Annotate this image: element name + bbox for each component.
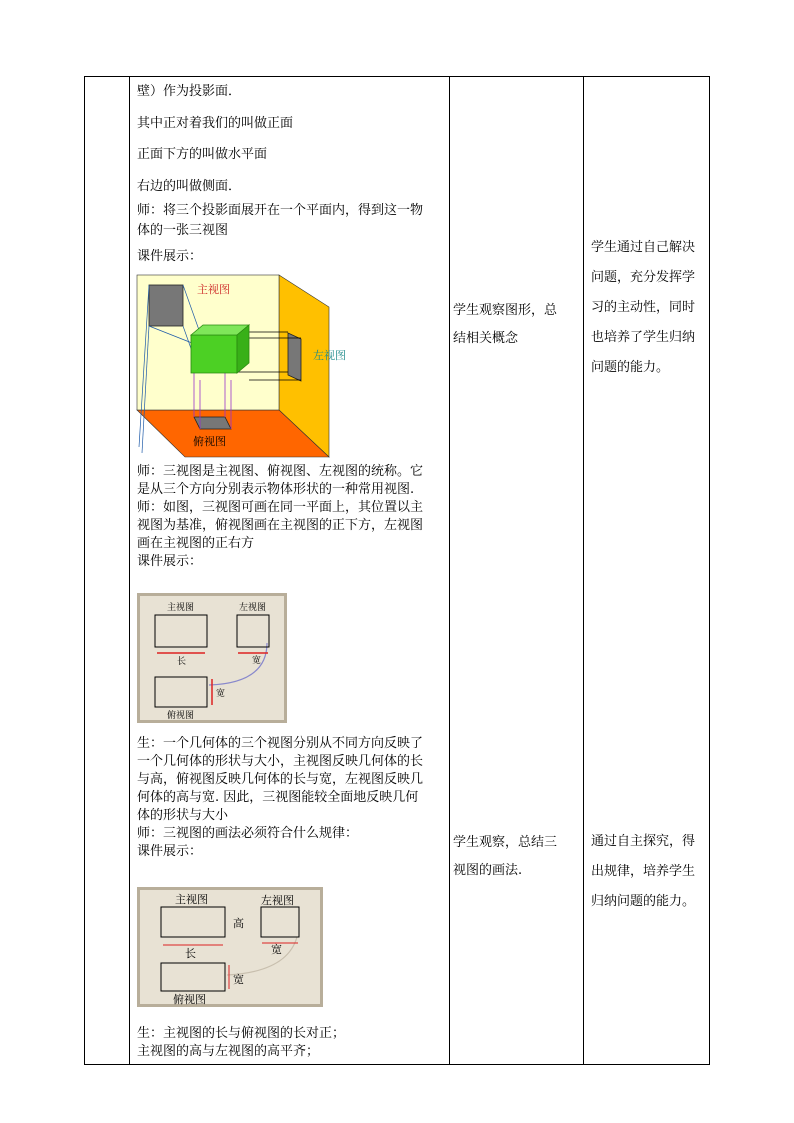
text-line: 其中正对着我们的叫做正面 (137, 116, 294, 131)
text-line: 视图的画法. (453, 863, 523, 878)
text-line: 通过自主探究，得 (591, 834, 696, 849)
column-divider (129, 77, 130, 1064)
top-view-label: 俯视图 (167, 711, 195, 721)
text-line: 出规律，培养学生 (591, 864, 696, 879)
projection-box-figure (137, 275, 346, 457)
front-view-label: 主视图 (197, 283, 230, 296)
height-label: 高 (233, 917, 244, 930)
text-line: 师：如图，三视图可画在同一平面上，其位置以主 (137, 500, 424, 515)
lesson-table (84, 76, 710, 1065)
text-line: 壁）作为投影面． (137, 84, 242, 99)
text-line: 问题的能力。 (591, 360, 670, 375)
left-view-label: 左视图 (239, 603, 267, 613)
column-divider (583, 77, 584, 1064)
text-line: 生：主视图的长与俯视图的长对正； (137, 1026, 346, 1041)
width-label: 宽 (252, 656, 262, 666)
left-view-label: 左视图 (261, 894, 294, 907)
teaching-process-column (137, 77, 447, 1064)
text-line: 与高，俯视图反映几何体的长与宽，左视图反映几 (137, 772, 424, 787)
text-line: 课件展示： (137, 249, 203, 264)
text-line: 课件展示： (137, 844, 203, 859)
design-intent-block (591, 233, 705, 383)
text-line: 学生通过自己解决 (591, 240, 696, 255)
text-line: 正面下方的叫做水平面 (137, 147, 268, 162)
length-label: 长 (185, 947, 196, 960)
text-line: 问题，充分发挥学 (591, 270, 696, 285)
student-activity-block (453, 297, 579, 353)
text-line: 归纳问题的能力。 (591, 894, 696, 909)
text-line: 体的一张三视图 (137, 223, 229, 238)
text-line: 课件展示： (137, 554, 203, 569)
left-view-label: 左视图 (313, 349, 346, 362)
design-intent-block (591, 827, 705, 917)
text-line: 右边的叫做侧面． (137, 179, 242, 194)
width-label: 宽 (216, 689, 226, 699)
paragraph-definition (137, 463, 447, 571)
text-line: 画在主视图的正右方 (137, 536, 255, 551)
top-view-label: 俯视图 (193, 435, 226, 448)
paragraph-explanation (137, 735, 447, 861)
text-line: 习的主动性，同时 (591, 300, 696, 315)
text-line: 一个几何体的形状与大小，主视图反映几何体的长 (137, 754, 424, 769)
front-view-label: 主视图 (167, 603, 195, 613)
text-line: 学生观察，总结三 (453, 835, 558, 850)
text-line: 体的形状与大小 (137, 808, 229, 823)
text-line: 结相关概念 (453, 331, 519, 346)
text-line: 学生观察图形，总 (453, 303, 558, 318)
paragraph-rules (137, 1025, 447, 1061)
three-view-rules-figure (137, 887, 323, 1007)
width-label: 宽 (233, 973, 244, 986)
text-line: 何体的高与宽. 因此，三视图能较全面地反映几何 (137, 790, 419, 805)
text-line: 生：一个几何体的三个视图分别从不同方向反映了 (137, 736, 424, 751)
text-line: 主视图的高与左视图的高平齐； (137, 1044, 320, 1059)
text-line: 师：将三个投影面展开在一个平面内，得到这一物 (137, 203, 424, 218)
text-line: 视图为基准，俯视图画在主视图的正下方，左视图 (137, 518, 424, 533)
front-view-label: 主视图 (175, 893, 208, 906)
text-line: 也培养了学生归纳 (591, 330, 696, 345)
three-view-layout-figure (137, 593, 287, 723)
text-line: 是从三个方向分别表示物体形状的一种常用视图. (137, 482, 415, 497)
column-divider (449, 77, 450, 1064)
length-label: 长 (177, 657, 187, 667)
text-line: 师：三视图的画法必须符合什么规律： (137, 826, 359, 841)
width-label: 宽 (271, 943, 282, 956)
text-line: 师：三视图是主视图、俯视图、左视图的统称。它 (137, 464, 424, 479)
student-activity-block (453, 829, 579, 885)
top-view-label: 俯视图 (173, 993, 206, 1006)
